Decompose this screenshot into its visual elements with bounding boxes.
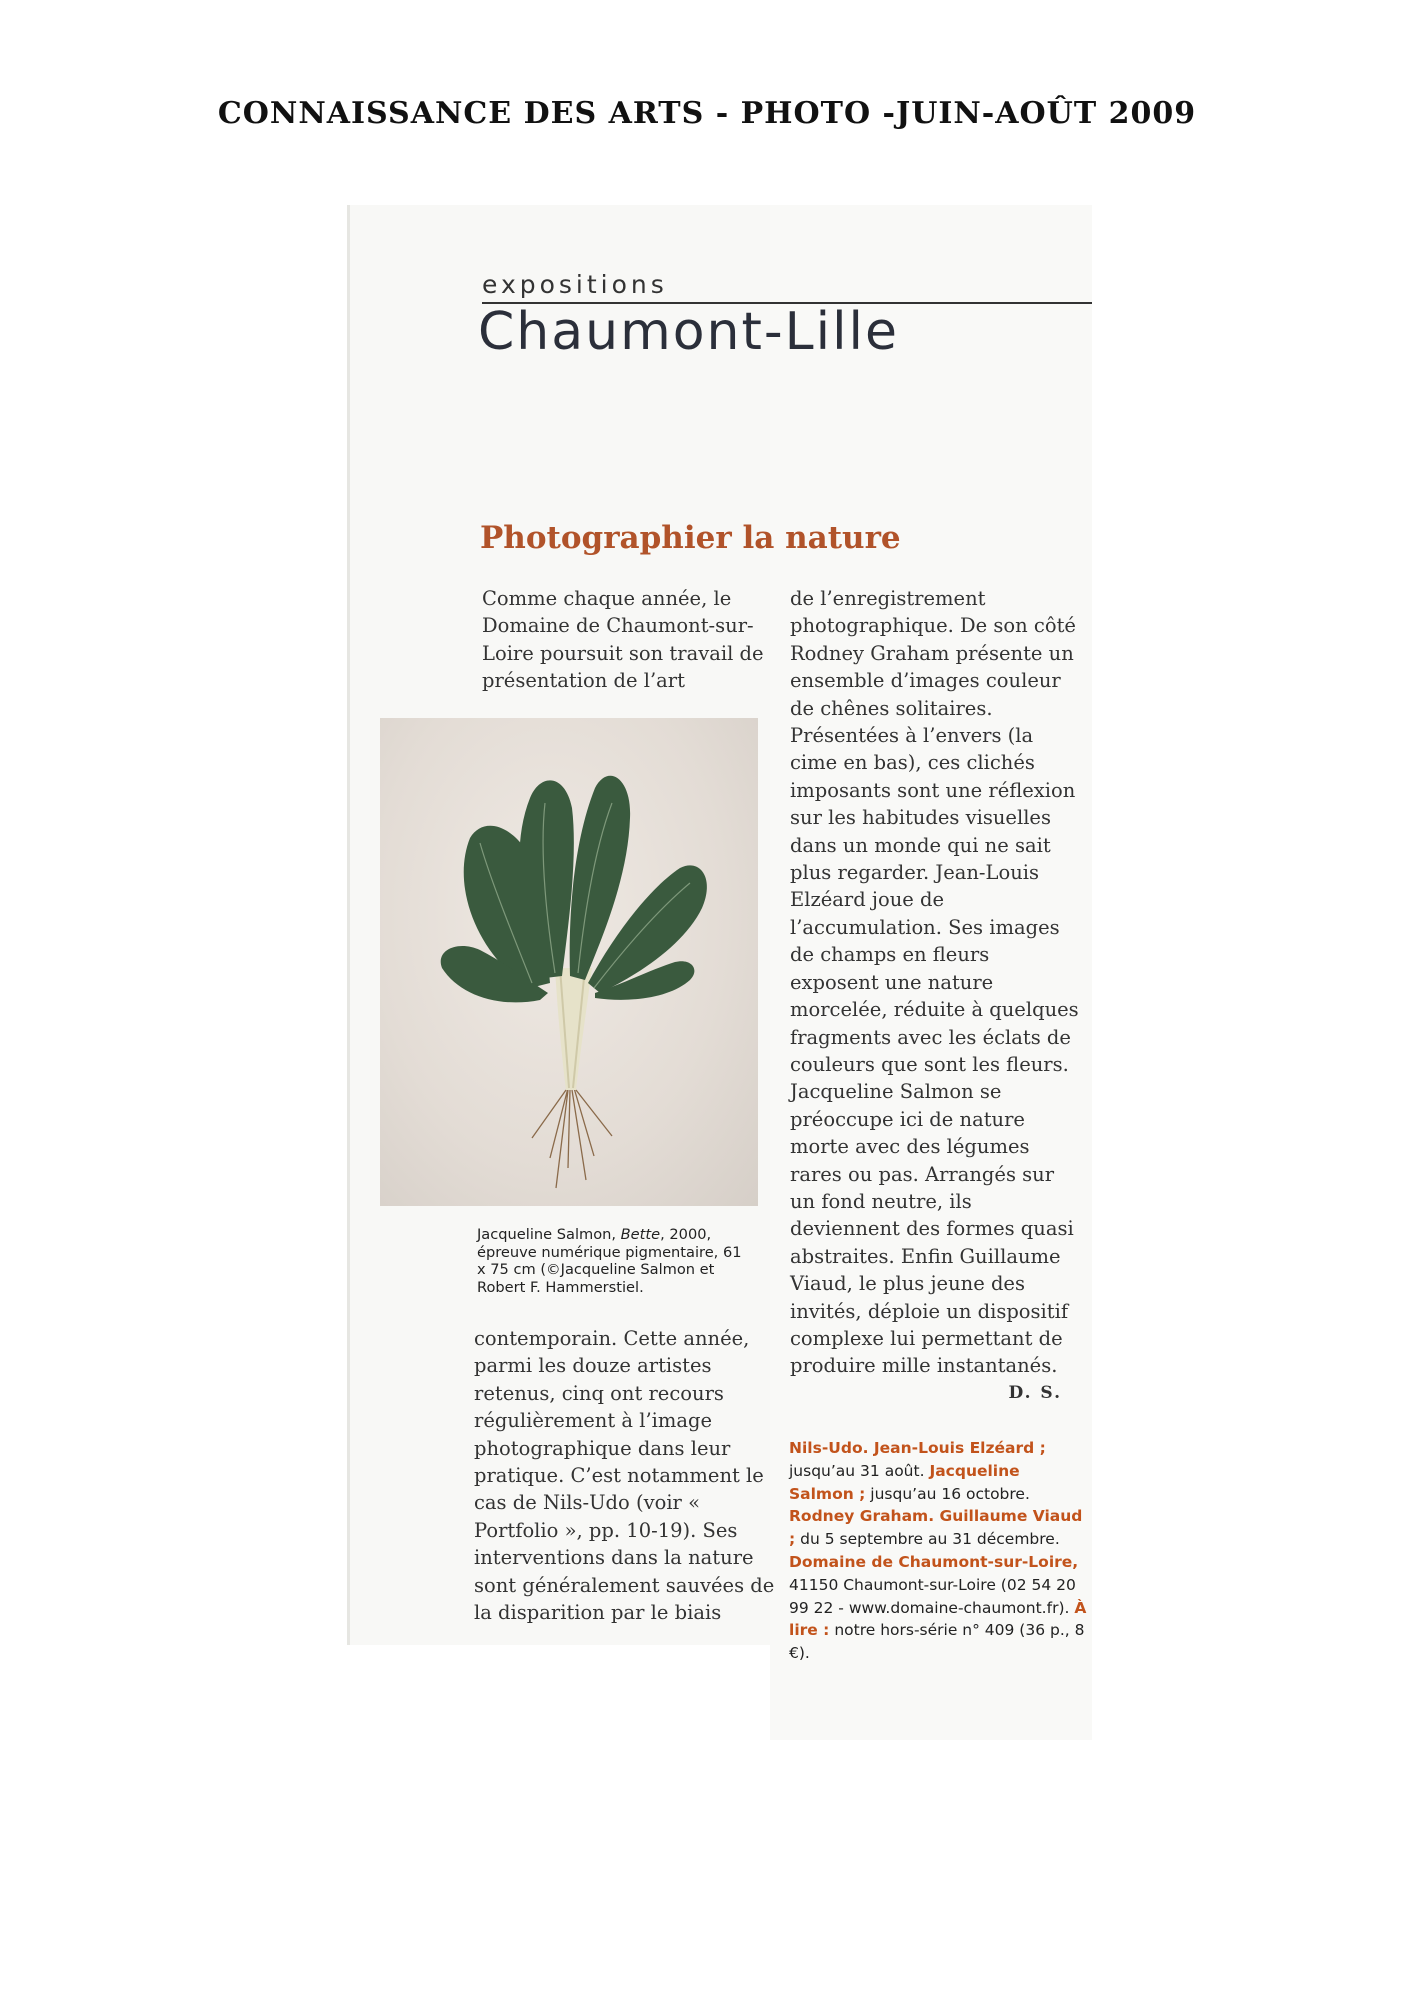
info-venue-address: 41150 Chaumont-sur-Loire (02 54 20 99 22 - www.domaine-chaumont.fr). xyxy=(789,1575,1076,1617)
exhibition-info xyxy=(789,1437,1089,1665)
article-title: Photographier la nature xyxy=(480,520,901,556)
info-reading-label: À lire : xyxy=(789,1598,1087,1640)
info-dates-3: du 5 septembre au 31 décembre. xyxy=(795,1530,1060,1549)
info-artist-2: Jacqueline Salmon ; xyxy=(789,1461,1020,1503)
info-artists-3: Rodney Graham. Guillaume Viaud ; xyxy=(789,1507,1083,1549)
info-artists-1: Nils-Udo. Jean-Louis Elzéard ; xyxy=(789,1439,1046,1457)
info-dates-1: jusqu’au 31 août. xyxy=(789,1461,930,1480)
main-title: Chaumont-Lille xyxy=(478,302,899,362)
caption-artist: Jacqueline Salmon, xyxy=(477,1226,621,1243)
page-header: CONNAISSANCE DES ARTS - PHOTO -JUIN-AOÛT 2009 xyxy=(217,96,1197,131)
caption-details: , 2000, épreuve numérique pigmentaire, 61 x 75 cm (©Jacqueline Salmon et Robert F. Hammerstiel. xyxy=(477,1226,742,1296)
author-signature: D. S. xyxy=(1008,1382,1062,1403)
info-dates-2: jusqu’au 16 octobre. xyxy=(865,1484,1030,1503)
chard-illustration xyxy=(380,718,758,1206)
article-text-col1-top: Comme chaque année, le Domaine de Chaumont-sur-Loire poursuit son travail de présentation de l’art xyxy=(482,587,764,693)
photo-caption xyxy=(477,1226,752,1296)
info-venue: Domaine de Chaumont-sur-Loire, xyxy=(789,1552,1079,1571)
article-text-col1-bottom: contemporain. Cette année, parmi les douze artistes retenus, cinq ont recours régulièrement à l’image photographique dans leur pratique. C’est notamment le cas de Nils-Udo (voir « Portfolio », pp. 10-19). Ses interventions dans la nature sont généralement sauvées de la disparition par le biais xyxy=(474,1327,775,1625)
info-reading: notre hors-série n° 409 (36 p., 8 €). xyxy=(789,1621,1085,1663)
caption-work-title: Bette xyxy=(620,1226,661,1243)
article-photo-chard xyxy=(380,718,758,1206)
article-text-col2 xyxy=(790,585,1080,1407)
section-label: expositions xyxy=(482,270,668,299)
article-text-col2-body: de l’enregistrement photographique. De son côté Rodney Graham présente un ensemble d’images couleur de chênes solitaires. Présentées à l’envers (la cime en bas), ces clichés imposants sont une réflexion sur les habitudes visuelles dans un monde qui ne sait plus regarder. Jean-Louis Elzéard joue de l’accumulation. Ses images de champs en fleurs exposent une nature morcelée, réduite à quelques fragments avec les éclats de couleurs que sont les fleurs. Jacqueline Salmon se préoccupe ici de nature morte avec des légumes rares ou pas. Arrangés sur un fond neutre, ils deviennent des formes quasi abstraites. Enfin Guillaume Viaud, le plus jeune des invités, déploie un dispositif complexe lui permettant de produire mille instantanés. xyxy=(790,587,1079,1378)
